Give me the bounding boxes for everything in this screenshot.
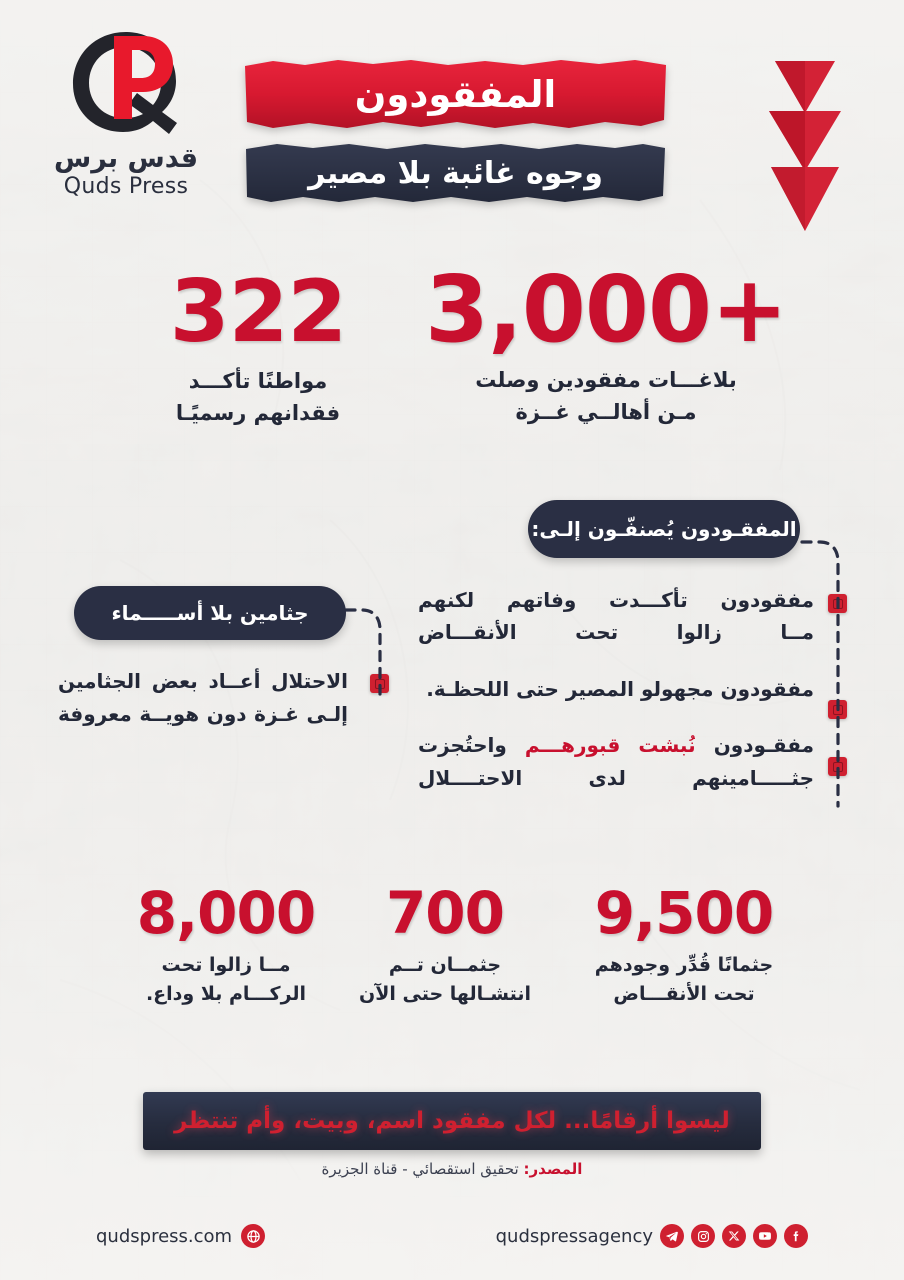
youtube-icon[interactable] <box>753 1224 777 1248</box>
nameless-bodies-pill <box>74 586 346 640</box>
nameless-bodies-pill-label: جثامين بلا أســـــماء <box>111 601 309 625</box>
nameless-body-line2: إلـى غـزة دون هويــة معروفة <box>58 702 348 727</box>
stat-322-caption-line1: مواطنًا تأكـــد <box>188 368 328 393</box>
subtitle-text: وجوه غائبة بلا مصير <box>308 155 603 191</box>
classification-item-3-line2: جثـــــامينهم لدى الاحتــــلال <box>418 765 814 790</box>
stat-700-caption-line1: جثمــان تــم <box>388 954 502 977</box>
closing-banner-text: ليسوا أرقامًا... لكل مفقود اسم، وبيت، وأم تنتظر <box>174 1108 730 1134</box>
brand-logo <box>38 22 214 200</box>
nameless-bodies-description <box>58 665 348 731</box>
stat-3000-caption-line1: بلاغـــات مفقودين وصلت <box>475 368 737 393</box>
title-banner-red <box>243 58 668 130</box>
classification-item-3 <box>418 729 814 794</box>
chevron-arrows-svg <box>757 55 853 235</box>
classification-item-3-text-after: واحتُجزت <box>418 733 525 758</box>
title-text: المفقودون <box>354 72 557 116</box>
nameless-body-line1: الاحتلال أعــاد بعض الجثامين <box>58 669 348 693</box>
x-twitter-icon[interactable] <box>722 1224 746 1248</box>
classification-list <box>418 584 814 818</box>
stat-9500 <box>560 879 808 1009</box>
stat-3000 <box>420 256 792 429</box>
classification-heading-text: المفقـودون يُصنفّـون إلـى: <box>531 517 797 541</box>
classification-item-1 <box>418 584 814 649</box>
classification-heading-pill <box>528 500 800 558</box>
stat-700 <box>355 879 535 1009</box>
classification-item-2-text: مفقودون مجهولو المصير حتى اللحظـة. <box>426 676 814 701</box>
telegram-icon[interactable] <box>660 1224 684 1248</box>
stat-8000-number: 8,000 <box>136 879 316 947</box>
website-group[interactable] <box>96 1224 265 1248</box>
social-group <box>496 1224 808 1248</box>
stat-700-number: 700 <box>385 879 505 947</box>
stat-9500-caption-line1: جثمانًا قُدِّر وجودهم <box>594 954 774 977</box>
stat-322 <box>108 262 408 430</box>
globe-icon <box>241 1224 265 1248</box>
classification-item-1-text: مفقودون تأكـــدت وفاتهم لكنهم <box>418 588 814 612</box>
facebook-icon[interactable] <box>784 1224 808 1248</box>
classification-item-2 <box>418 673 814 705</box>
logo-arabic-text: قدس برس <box>53 143 199 174</box>
stat-8000-caption-line1: مــا زالوا تحت <box>161 954 291 977</box>
logo-english-text: Quds Press <box>63 174 189 200</box>
stat-3000-number: 3,000+ <box>424 256 788 363</box>
stat-322-number: 322 <box>169 262 347 362</box>
closing-banner <box>143 1092 761 1150</box>
instagram-icon[interactable] <box>691 1224 715 1248</box>
source-text: تحقيق استقصائي - قناة الجزيرة <box>321 1160 519 1178</box>
social-handle[interactable]: qudspressagency <box>495 1225 653 1247</box>
stat-8000-caption-line2: الركـــام بلا وداع. <box>145 982 307 1005</box>
stat-9500-number: 9,500 <box>594 879 774 947</box>
stat-8000 <box>106 879 346 1009</box>
nameless-connector-line <box>344 598 404 708</box>
stat-700-caption-line2: انتشـالها حتى الآن <box>359 982 531 1005</box>
stat-9500-caption-line2: تحت الأنقـــاض <box>613 982 755 1005</box>
footer <box>0 1224 904 1264</box>
stat-3000-caption-line2: مـن أهالــي غــزة <box>515 400 697 425</box>
stat-322-caption-line2: فقدانهم رسميًـا <box>175 400 341 425</box>
classification-item-3-highlight: نُبشت قبورهـــم <box>524 733 696 758</box>
title-banner-dark <box>243 142 668 204</box>
classification-connector-line <box>798 528 858 818</box>
source-label: المصدر: <box>523 1160 583 1178</box>
classification-item-1-line2: مــا زالوا تحت الأنقـــاض <box>418 620 814 645</box>
source-attribution <box>0 1160 904 1178</box>
classification-item-3-text-before: مفقـودون <box>695 733 815 758</box>
qp-monogram-icon <box>57 22 195 142</box>
website-url[interactable]: qudspress.com <box>96 1225 233 1247</box>
quds-press-logo-mark <box>57 22 195 142</box>
title-block <box>243 58 668 204</box>
triple-chevron-down-icon <box>757 55 853 235</box>
